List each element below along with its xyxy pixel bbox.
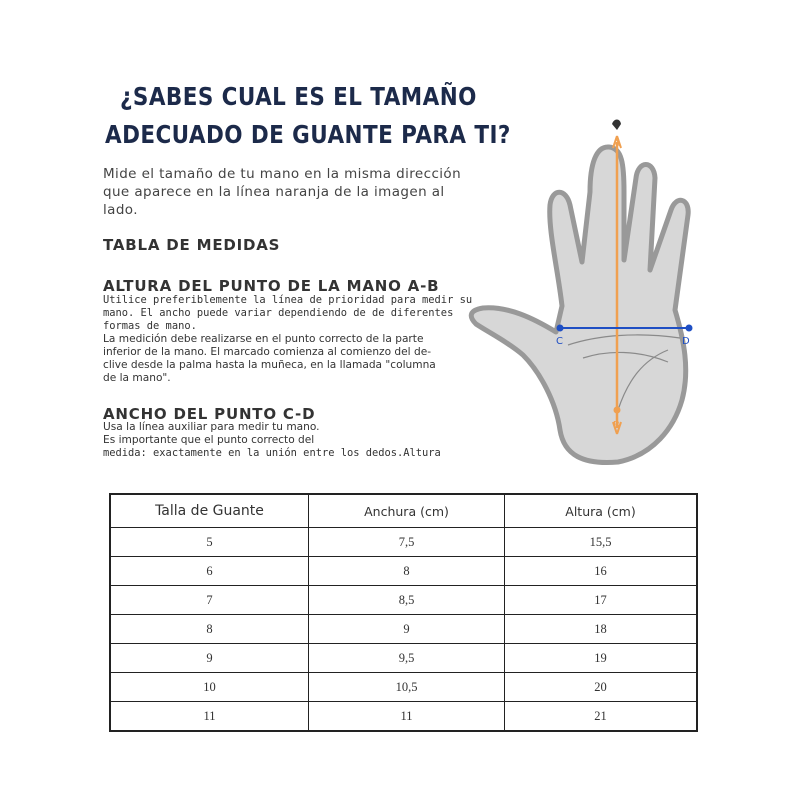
altura-line-4: La medición debe realizarse en el punto correcto de la parte	[103, 333, 424, 345]
cell-anchura: 9,5	[309, 644, 505, 673]
cell-altura: 19	[505, 644, 698, 673]
page-title-line-1: ¿SABES CUAL ES EL TAMAÑO	[120, 82, 477, 111]
cell-talla: 5	[110, 528, 309, 557]
altura-line-1: Utilice preferiblemente la línea de prioridad para medir su	[103, 294, 473, 306]
ancho-line-3: medida: exactamente en la unión entre los dedos.Altura	[103, 447, 441, 459]
cell-talla: 7	[110, 586, 309, 615]
label-b: B	[613, 420, 620, 431]
cell-altura: 15,5	[505, 528, 698, 557]
table-row	[110, 644, 697, 673]
header-talla: Talla de Guante	[110, 494, 309, 528]
cell-anchura: 7,5	[309, 528, 505, 557]
altura-line-2: mano. El ancho puede variar dependiendo de de diferentes	[103, 307, 454, 319]
hand-shape	[471, 147, 688, 463]
label-c: C	[556, 336, 563, 347]
cell-anchura: 11	[309, 702, 505, 732]
label-d: D	[682, 336, 690, 347]
cell-talla: 6	[110, 557, 309, 586]
table-row	[110, 528, 697, 557]
table-row	[110, 702, 697, 732]
altura-heading: ALTURA DEL PUNTO DE LA MANO A-B	[103, 277, 440, 295]
ancho-line-1: Usa la línea auxiliar para medir tu mano.	[103, 421, 320, 433]
altura-description	[103, 294, 473, 385]
hand-illustration	[468, 110, 708, 470]
table-row	[110, 615, 697, 644]
altura-line-3: formas de mano.	[103, 320, 197, 332]
cell-anchura: 8	[309, 557, 505, 586]
table-header-row	[110, 494, 697, 528]
cell-altura: 17	[505, 586, 698, 615]
table-row	[110, 673, 697, 702]
header-altura: Altura (cm)	[505, 494, 698, 528]
cell-anchura: 8,5	[309, 586, 505, 615]
cell-talla: 8	[110, 615, 309, 644]
cell-anchura: 10,5	[309, 673, 505, 702]
cell-altura: 20	[505, 673, 698, 702]
cell-talla: 9	[110, 644, 309, 673]
table-row	[110, 586, 697, 615]
pointer-icon	[612, 120, 621, 131]
cell-talla: 11	[110, 702, 309, 732]
cell-altura: 18	[505, 615, 698, 644]
cell-anchura: 9	[309, 615, 505, 644]
cell-talla: 10	[110, 673, 309, 702]
size-table	[109, 493, 698, 732]
page-title-line-2: ADECUADO DE GUANTE PARA TI?	[105, 120, 511, 149]
ancho-heading: ANCHO DEL PUNTO C-D	[103, 405, 316, 423]
cell-altura: 16	[505, 557, 698, 586]
cell-altura: 21	[505, 702, 698, 732]
altura-line-7: de la mano".	[103, 372, 171, 384]
ancho-description	[103, 421, 443, 460]
table-row	[110, 557, 697, 586]
ancho-line-2: Es importante que el punto correcto del	[103, 434, 315, 446]
tabla-heading: TABLA DE MEDIDAS	[103, 236, 281, 254]
altura-line-5: inferior de la mano. El marcado comienza al comienzo del de-	[103, 346, 432, 358]
altura-line-6: clive desde la palma hasta la muñeca, en la llamada "columna	[103, 359, 436, 371]
label-a: A	[613, 138, 620, 149]
header-anchura: Anchura (cm)	[309, 494, 505, 528]
intro-text: Mide el tamaño de tu mano en la misma dirección que aparece en la línea naranja de la imagen al lado.	[103, 166, 462, 218]
